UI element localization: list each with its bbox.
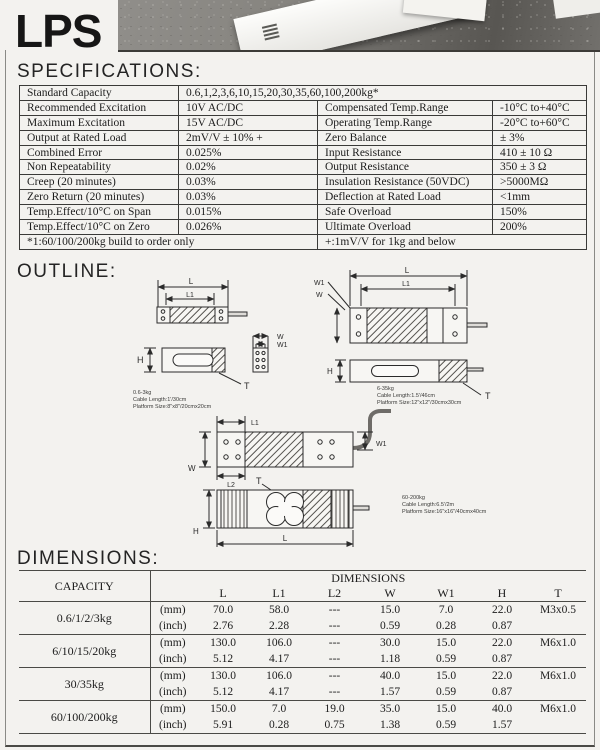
- drawing-large-capacity: 60-200kg: [402, 495, 425, 501]
- dim-cell: 4.17: [268, 686, 290, 698]
- unit-cell: (inch): [159, 719, 187, 731]
- unit-cell: (mm): [159, 637, 186, 649]
- dim-cell: 2.76: [212, 620, 234, 632]
- spec-label: Operating Temp.Range: [318, 115, 493, 130]
- dim-cell: 1.38: [379, 719, 401, 731]
- spec-value: -20°C to+60°C: [493, 115, 587, 130]
- dim-label-t: T: [485, 391, 491, 401]
- unit-cell: (mm): [159, 670, 186, 682]
- dimension-group: [19, 701, 586, 734]
- spec-label: Insulation Resistance (50VDC): [318, 175, 493, 190]
- dim-cell: 40.0: [379, 670, 401, 682]
- dim-cell: 0.59: [435, 653, 457, 665]
- drawing-medium-platform: Platform Size:12"x12"/30cmx30cm: [377, 400, 462, 406]
- dim-cell: 70.0: [212, 604, 234, 616]
- dim-cell: 0.59: [435, 719, 457, 731]
- spec-footnote-left: *1:60/100/200kg build to order only: [20, 234, 318, 249]
- dim-label-w: W: [277, 334, 284, 341]
- dim-cell: ---: [328, 686, 341, 698]
- dim-cell: 150.0: [210, 703, 236, 715]
- dim-label-l1: L1: [251, 420, 259, 427]
- dim-label-w: W: [316, 292, 323, 299]
- drawing-large-cable: Cable Length:6.5'/2m: [402, 502, 455, 508]
- spec-label: Safe Overload: [318, 205, 493, 220]
- spec-label: Non Repeatability: [20, 160, 179, 175]
- spec-label: Temp.Effect/10°C on Span: [20, 205, 179, 220]
- dim-row-mm: [19, 668, 586, 685]
- dimension-group: [19, 602, 586, 635]
- dim-cell: 7.0: [438, 604, 454, 616]
- spec-value: 0.03%: [179, 175, 318, 190]
- dim-label-t: T: [256, 476, 262, 486]
- load-cell-label: [261, 21, 281, 42]
- dim-label-h: H: [137, 355, 144, 365]
- spec-row: [20, 175, 587, 190]
- dim-label-h: H: [193, 527, 199, 536]
- spec-row: [20, 86, 587, 101]
- drawing-small-platform: Platform Size:8"x8"/20cmx20cm: [133, 404, 212, 410]
- dim-cell: 1.57: [379, 686, 401, 698]
- spec-value: 0.6,1,2,3,6,10,15,20,30,35,60,100,200kg*: [179, 86, 587, 101]
- spec-label: Input Resistance: [318, 145, 493, 160]
- spec-label: Temp.Effect/10°C on Zero: [20, 220, 179, 235]
- unit-cell: (inch): [159, 653, 187, 665]
- spec-value: 200%: [493, 220, 587, 235]
- dim-label-l: L: [404, 266, 410, 275]
- spec-value: 0.02%: [179, 160, 318, 175]
- spec-label: Standard Capacity: [20, 86, 179, 101]
- spec-value: 150%: [493, 205, 587, 220]
- dim-cell: 1.18: [379, 653, 401, 665]
- dim-cell: 5.12: [212, 686, 234, 698]
- dim-cell: 4.17: [268, 653, 290, 665]
- spec-value: 10V AC/DC: [179, 100, 318, 115]
- spec-row: [20, 205, 587, 220]
- drawing-small-side-view: [162, 348, 225, 372]
- dim-cell: 0.87: [491, 653, 513, 665]
- column-header-h: H: [497, 586, 507, 600]
- spec-row: [20, 220, 587, 235]
- dim-cell: ---: [328, 620, 341, 632]
- dim-cell: 0.87: [491, 686, 513, 698]
- dim-cell: 7.0: [271, 703, 287, 715]
- spec-row: [20, 145, 587, 160]
- dim-label-w1: W1: [277, 342, 288, 349]
- dim-cell: 19.0: [324, 703, 345, 715]
- dim-cell: ---: [328, 670, 341, 682]
- capacity-cell: 6/10/15/20kg: [19, 635, 150, 668]
- dim-label-l2: L2: [227, 482, 235, 489]
- dimensions-table-header: [19, 571, 586, 602]
- specifications-heading: SPECIFICATIONS:: [17, 61, 202, 82]
- drawing-medium-cable: Cable Length:1.5'/46cm: [377, 393, 435, 399]
- product-photo: [118, 0, 600, 52]
- drawing-medium-capacity: 6-35kg: [377, 386, 394, 392]
- capacity-cell: 30/35kg: [19, 668, 150, 701]
- dim-cell: 22.0: [491, 670, 513, 682]
- thread-cell: M6x1.0: [539, 637, 577, 649]
- spec-label: Zero Balance: [318, 130, 493, 145]
- thread-cell: M6x1.0: [539, 670, 577, 682]
- dimensions-table: [19, 570, 586, 734]
- dim-cell: ---: [328, 637, 341, 649]
- dim-cell: 15.0: [435, 670, 457, 682]
- spec-value: 0.03%: [179, 190, 318, 205]
- dim-cell: 0.87: [491, 620, 513, 632]
- dim-cell: 2.28: [268, 620, 290, 632]
- dim-cell: 0.59: [435, 686, 457, 698]
- dim-cell: 15.0: [379, 604, 401, 616]
- dim-cell: 58.0: [268, 604, 290, 616]
- dim-row-mm: [19, 602, 586, 619]
- dimensions-heading: DIMENSIONS:: [17, 548, 160, 569]
- dim-cell: 15.0: [435, 637, 457, 649]
- spec-value: <1mm: [493, 190, 587, 205]
- spec-label: Ultimate Overload: [318, 220, 493, 235]
- spec-value: >5000MΩ: [493, 175, 587, 190]
- thread-cell: M6x1.0: [539, 703, 577, 715]
- spec-value: 0.025%: [179, 145, 318, 160]
- spec-row: [20, 190, 587, 205]
- spec-value: -10°C to+40°C: [493, 100, 587, 115]
- dim-cell: 0.59: [379, 620, 401, 632]
- dim-cell: 0.28: [435, 620, 457, 632]
- spec-row: [20, 115, 587, 130]
- thread-cell: M3x0.5: [539, 604, 577, 616]
- column-header-w1: W1: [437, 586, 455, 600]
- spec-row: [20, 100, 587, 115]
- dim-cell: 106.0: [266, 670, 292, 682]
- dim-cell: 106.0: [266, 637, 292, 649]
- drawing-small-capacity: 0.6-3kg: [133, 390, 152, 396]
- dim-label-l: L: [282, 534, 288, 543]
- unit-column-header: [150, 586, 195, 602]
- dim-cell: ---: [328, 604, 341, 616]
- drawing-large: [188, 411, 487, 547]
- dim-cell: 1.57: [491, 719, 513, 731]
- dim-label-w: W: [188, 464, 196, 473]
- brand-logo: LPS: [15, 5, 102, 57]
- spec-label: Compensated Temp.Range: [318, 100, 493, 115]
- dim-label-w1: W1: [376, 441, 387, 448]
- unit-cell: (mm): [159, 703, 186, 715]
- dim-label-l1: L1: [402, 281, 410, 288]
- dim-cell: 0.28: [268, 719, 290, 731]
- capacity-cell: 0.6/1/2/3kg: [19, 602, 150, 635]
- drawing-large-platform: Platform Size:16"x16"/40cmx40cm: [402, 509, 487, 515]
- spec-value: 0.026%: [179, 220, 318, 235]
- dim-label-w1: W1: [314, 280, 325, 287]
- spec-value: 0.015%: [179, 205, 318, 220]
- dim-label-h: H: [327, 367, 333, 376]
- drawing-large-top-view: [217, 432, 353, 467]
- capacity-cell: 60/100/200kg: [19, 701, 150, 734]
- spec-value: 15V AC/DC: [179, 115, 318, 130]
- dimension-group: [19, 635, 586, 668]
- dim-cell: [530, 684, 586, 701]
- spec-value: ± 3%: [493, 130, 587, 145]
- column-header-l1: L1: [272, 586, 286, 600]
- dim-cell: 130.0: [210, 670, 236, 682]
- drawing-small: [133, 277, 288, 410]
- column-header-t: T: [554, 586, 562, 600]
- dim-row-mm: [19, 701, 586, 718]
- capacity-column-header: CAPACITY: [19, 571, 150, 602]
- column-header-w: W: [384, 586, 396, 600]
- dim-label-l: L: [188, 277, 194, 286]
- column-header-l2: L2: [327, 586, 342, 600]
- spec-label: Output Resistance: [318, 160, 493, 175]
- dim-cell: 15.0: [435, 703, 457, 715]
- dim-cell: ---: [328, 653, 341, 665]
- drawing-medium-side-view: [350, 360, 483, 382]
- unit-cell: (mm): [159, 604, 186, 616]
- spec-label: Output at Rated Load: [20, 130, 179, 145]
- drawing-medium-top-view: [350, 308, 487, 343]
- spec-footnote-right: +:1mV/V for 1kg and below: [318, 234, 587, 249]
- dim-cell: [530, 717, 586, 734]
- dim-cell: 5.12: [212, 653, 234, 665]
- dim-cell: 5.91: [212, 719, 234, 731]
- dim-label-t: T: [244, 381, 250, 391]
- dim-label-l1: L1: [186, 292, 194, 299]
- spec-value: 350 ± 3 Ω: [493, 160, 587, 175]
- spec-label: Deflection at Rated Load: [318, 190, 493, 205]
- dim-cell: [530, 651, 586, 668]
- dim-cell: 22.0: [491, 637, 513, 649]
- dim-cell: [530, 618, 586, 635]
- spec-row: [20, 160, 587, 175]
- drawing-small-top-view: [157, 307, 247, 323]
- dim-cell: 35.0: [379, 703, 401, 715]
- spec-label: Creep (20 minutes): [20, 175, 179, 190]
- dim-cell: 30.0: [379, 637, 401, 649]
- unit-cell: (inch): [159, 620, 187, 632]
- spec-label: Maximum Excitation: [20, 115, 179, 130]
- drawing-small-end-view: [253, 348, 268, 372]
- dim-cell: 130.0: [210, 637, 236, 649]
- spec-value: 2mV/V ± 10% +: [179, 130, 318, 145]
- dim-cell: 40.0: [491, 703, 513, 715]
- spec-value: 410 ± 10 Ω: [493, 145, 587, 160]
- spec-label: Combined Error: [20, 145, 179, 160]
- outline-drawings: [15, 266, 590, 548]
- dim-cell: 22.0: [491, 604, 513, 616]
- photo-corner: [553, 0, 600, 19]
- column-header-l: L: [219, 586, 227, 600]
- dimension-group: [19, 668, 586, 701]
- spec-footnote-row: [20, 234, 587, 249]
- spec-row: [20, 130, 587, 145]
- drawing-large-side-view: [217, 490, 369, 528]
- specifications-table: [19, 85, 587, 250]
- spec-label: Zero Return (20 minutes): [20, 190, 179, 205]
- spec-label: Recommended Excitation: [20, 100, 179, 115]
- dimensions-group-header: DIMENSIONS: [331, 571, 406, 585]
- drawing-small-cable: Cable Length:1'/30cm: [133, 397, 187, 403]
- dim-row-mm: [19, 635, 586, 652]
- drawing-medium: [314, 266, 491, 406]
- outline-heading: OUTLINE:: [17, 261, 117, 282]
- dim-cell: 0.75: [324, 719, 345, 731]
- unit-cell: (inch): [159, 686, 187, 698]
